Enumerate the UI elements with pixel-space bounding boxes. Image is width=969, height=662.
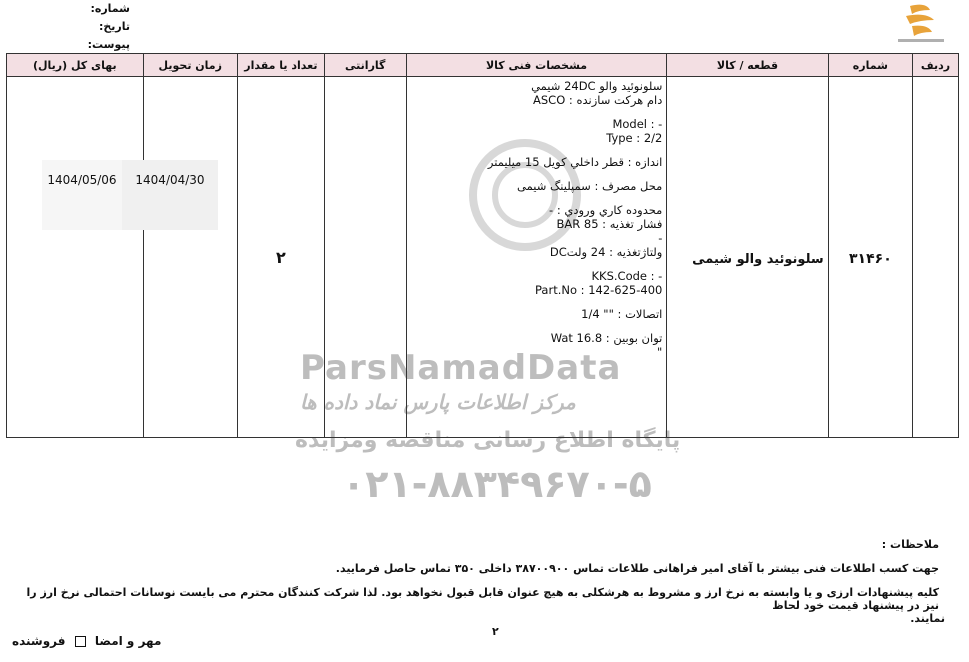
number-label: شماره: (90, 2, 130, 15)
items-table (6, 53, 959, 438)
spec-line: محدوده كاري ورودي : - (549, 203, 663, 217)
notes-line-1: جهت کسب اطلاعات فنی بیشتر با آقای امیر فراهانی طلاعات تماس ۳۸۷۰۰۹۰۰ داخلی ۳۵۰ تماس حاصل فرمایید. (335, 562, 939, 575)
header-row-no: ردیف (913, 54, 959, 77)
header-warranty: گارانتی (324, 54, 406, 77)
header-part: قطعه / کالا (667, 54, 828, 77)
attachment-label: پیوست: (87, 38, 130, 51)
header-item-no: شماره (828, 54, 912, 77)
spec-line (407, 321, 663, 331)
spec-line: 2/2 : Type (606, 131, 663, 145)
notes-title: ملاحظات : (881, 538, 939, 551)
header-delivery: زمان تحویل (143, 54, 237, 77)
spec-line: توان بوبين : Wat 16.8 (550, 331, 663, 345)
spec-line: فشار تغذيه : BAR 85 (556, 217, 663, 231)
item-number: ۳۱۴۶۰ (849, 250, 892, 267)
spec-line: - : Model (612, 117, 663, 131)
spec-line: ولتاژتغذيه : 24 ولتDC (549, 245, 663, 259)
date-label: تاریخ: (98, 20, 130, 33)
watermark-phone: ۰۲۱-۸۸۳۴۹۶۷۰-۵ (342, 462, 652, 506)
seller-checkbox[interactable] (75, 636, 86, 647)
watermark-line-1: مرکز اطلاعات پارس نماد داده ها (300, 390, 576, 414)
spec-line (407, 169, 663, 179)
signature-label: مهر و امضا (94, 634, 162, 648)
spec-line (407, 107, 663, 117)
cell-quantity (237, 77, 324, 438)
header-total-price: بهای کل (ریال) (7, 54, 144, 77)
signature-area (12, 634, 161, 648)
header-quantity: تعداد یا مقدار (237, 54, 324, 77)
spec-line: اتصالات : "" 1/4 (581, 307, 663, 321)
company-logo (896, 2, 946, 46)
spec-line: 142-625-400 : Part.No (535, 283, 663, 297)
cell-part (667, 77, 828, 438)
quantity-value: ۲ (275, 247, 286, 267)
spec-line: - (658, 231, 663, 245)
header-specs: مشخصات فنی کالا (406, 54, 667, 77)
spec-line: محل مصرف : سمپلینگ شیمی (517, 179, 663, 193)
watermark-line-2: پایگاه اطلاع رسانی مناقصه ومزایده (295, 428, 681, 453)
cell-delivery (143, 77, 237, 438)
spec-line: " (657, 345, 663, 359)
seller-label: فروشنده (12, 634, 66, 648)
specs-list (407, 77, 667, 359)
cell-total-price (7, 77, 144, 438)
spec-line: اندازه : قطر داخلي كويل 15 ميليمتر (487, 155, 663, 169)
delivery-date-a: 1404/04/30 (122, 160, 218, 230)
page-number: ۲ (492, 625, 499, 638)
notes-line-3: نمایند. (910, 612, 945, 625)
cell-item-no (828, 77, 912, 438)
spec-line: - : KKS.Code (591, 269, 663, 283)
cell-warranty (324, 77, 406, 438)
spec-line (407, 193, 663, 203)
watermark-brand: ParsNamadData (300, 348, 622, 388)
spec-line (407, 297, 663, 307)
part-name: سلونوئید والو شیمی (692, 251, 824, 267)
spec-line (407, 145, 663, 155)
notes-line-2: کلیه پیشنهادات ارزی و یا وابسته به نرخ ارز و مشروط به هرشکلی به هیچ عنوان قابل قبول نخواهد بود. لذا شرکت کنندگان محترم می بایست نوسانات احتمالی نرخ ارز را نیز در پیشنهاد قیمت خود لحاظ (26, 586, 939, 612)
cell-specs (406, 77, 667, 438)
spec-line: سلونوئيد والو 24DC شيمي (531, 79, 663, 93)
cell-row-no (913, 77, 959, 438)
table-row (7, 77, 959, 438)
spec-line (407, 259, 663, 269)
delivery-date-b: 1404/05/06 (42, 160, 122, 230)
spec-line: دام هركت سازنده : ASCO (533, 93, 663, 107)
